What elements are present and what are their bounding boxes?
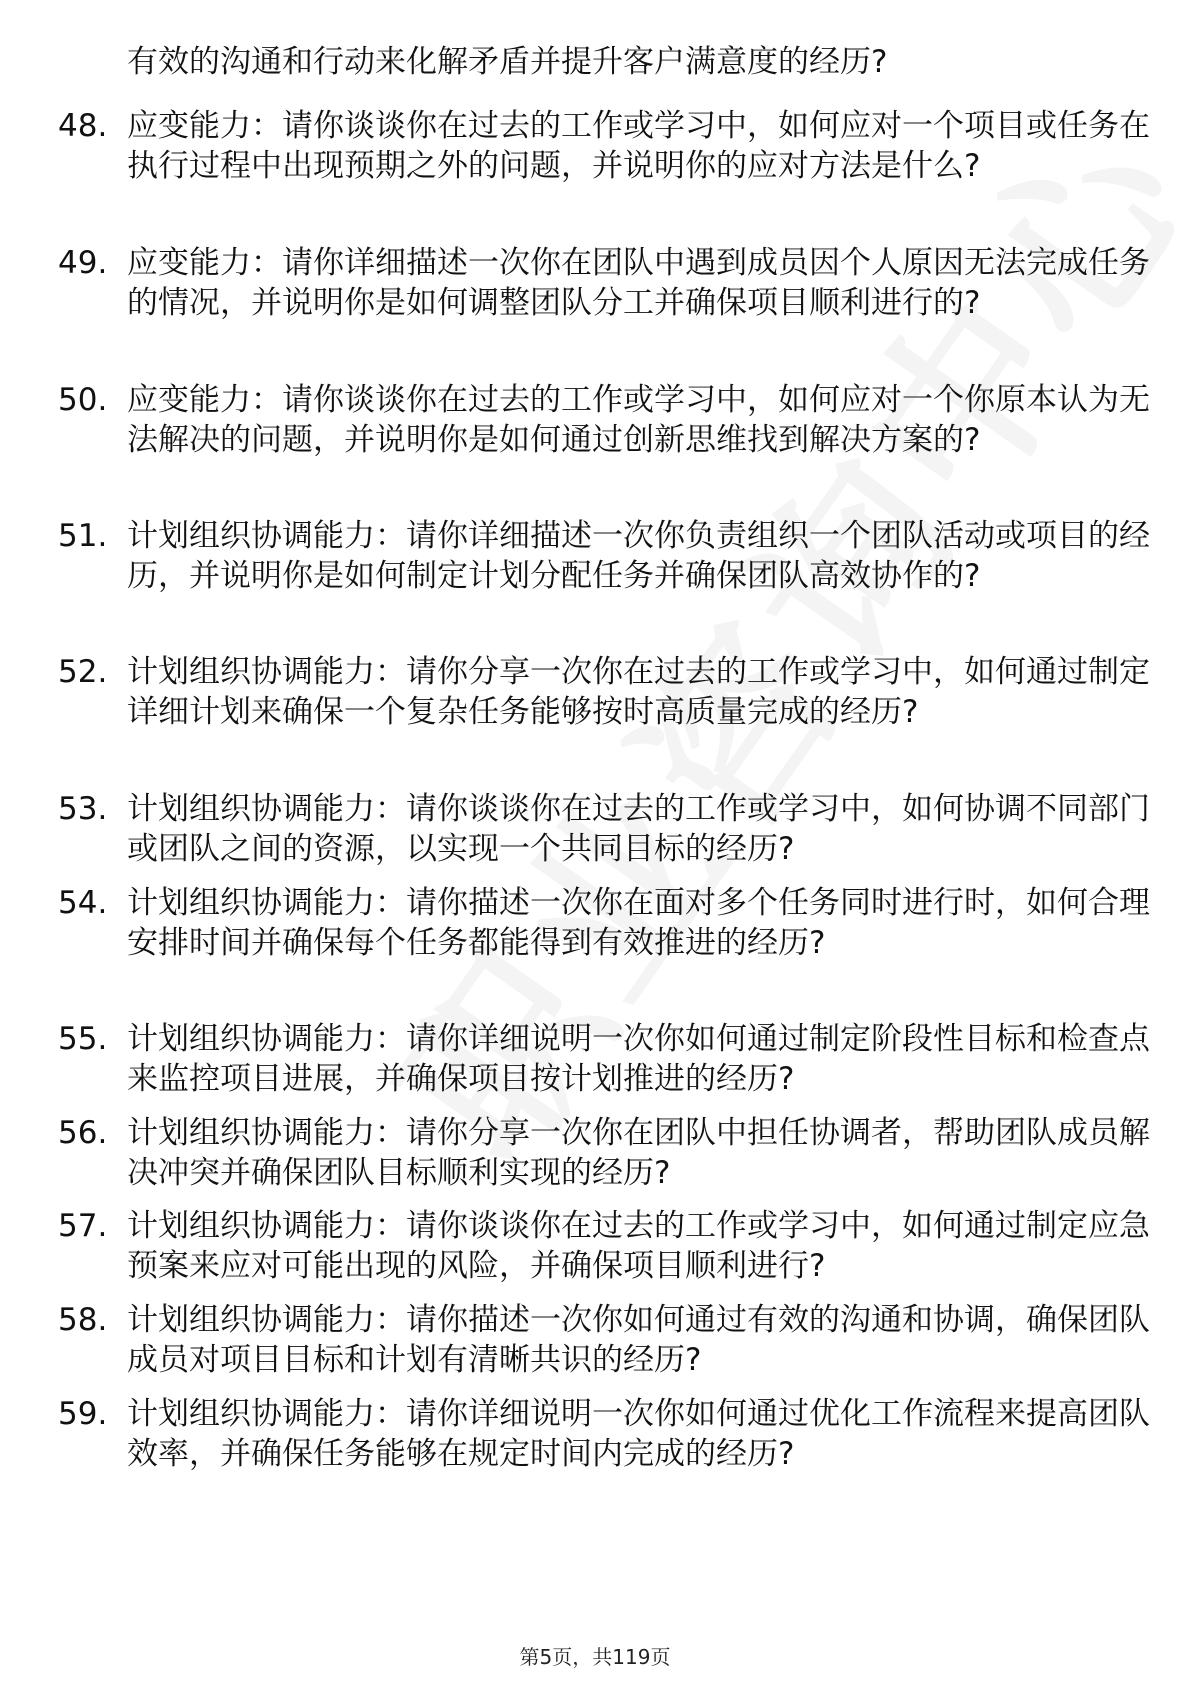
question-number: 57. xyxy=(58,1208,108,1244)
question-number: 50. xyxy=(58,382,108,418)
question-item xyxy=(58,1019,1150,1099)
question-number: 54. xyxy=(58,885,108,921)
question-number: 51. xyxy=(58,518,108,554)
question-text: 应变能力：请你谈谈你在过去的工作或学习中，如何应对一个项目或任务在执行过程中出现预期之外的问题，并说明你的应对方法是什么? xyxy=(127,108,1150,184)
question-text: 计划组织协调能力：请你描述一次你如何通过有效的沟通和协调，确保团队成员对项目目标和计划有清晰共识的经历? xyxy=(127,1302,1150,1378)
question-text: 应变能力：请你谈谈你在过去的工作或学习中，如何应对一个你原本认为无法解决的问题，并说明你是如何通过创新思维找到解决方案的? xyxy=(127,382,1150,458)
question-text: 计划组织协调能力：请你详细描述一次你负责组织一个团队活动或项目的经历，并说明你是如何制定计划分配任务并确保团队高效协作的? xyxy=(127,518,1150,594)
question-number: 59. xyxy=(58,1396,108,1432)
question-number: 48. xyxy=(58,108,108,144)
question-number: 49. xyxy=(58,245,108,281)
question-text: 计划组织协调能力：请你详细说明一次你如何通过制定阶段性目标和检查点来监控项目进展，并确保项目按计划推进的经历? xyxy=(127,1021,1150,1097)
question-number: 58. xyxy=(58,1302,108,1338)
question-number: 52. xyxy=(58,654,108,690)
question-item xyxy=(58,883,1150,963)
question-item xyxy=(58,652,1150,732)
page-footer: 第5页，共119页 xyxy=(519,1645,671,1669)
question-text: 计划组织协调能力：请你详细说明一次你如何通过优化工作流程来提高团队效率，并确保任务能够在规定时间内完成的经历? xyxy=(127,1396,1150,1472)
question-text: 计划组织协调能力：请你分享一次你在团队中担任协调者，帮助团队成员解决冲突并确保团队目标顺利实现的经历? xyxy=(127,1115,1150,1191)
question-text: 应变能力：请你详细描述一次你在团队中遇到成员因个人原因无法完成任务的情况，并说明你是如何调整团队分工并确保项目顺利进行的? xyxy=(127,245,1150,321)
question-number: 55. xyxy=(58,1021,108,1057)
question-text: 计划组织协调能力：请你描述一次你在面对多个任务同时进行时，如何合理安排时间并确保每个任务都能得到有效推进的经历? xyxy=(127,885,1150,961)
question-number: 56. xyxy=(58,1115,108,1151)
question-item xyxy=(58,789,1150,869)
question-item xyxy=(58,1394,1150,1474)
continuation-text: 有效的沟通和行动来化解矛盾并提升客户满意度的经历? xyxy=(127,44,888,80)
question-item xyxy=(58,1113,1150,1193)
question-item xyxy=(58,380,1150,460)
question-item xyxy=(58,516,1150,596)
question-item xyxy=(58,106,1150,186)
question-item xyxy=(58,243,1150,323)
question-item xyxy=(58,1300,1150,1380)
question-number: 53. xyxy=(58,791,108,827)
question-text: 计划组织协调能力：请你谈谈你在过去的工作或学习中，如何通过制定应急预案来应对可能出现的风险，并确保项目顺利进行? xyxy=(127,1208,1150,1284)
question-text: 计划组织协调能力：请你分享一次你在过去的工作或学习中，如何通过制定详细计划来确保一个复杂任务能够按时高质量完成的经历? xyxy=(127,654,1150,730)
question-item xyxy=(58,1206,1150,1286)
question-text: 计划组织协调能力：请你谈谈你在过去的工作或学习中，如何协调不同部门或团队之间的资源，以实现一个共同目标的经历? xyxy=(127,791,1150,867)
